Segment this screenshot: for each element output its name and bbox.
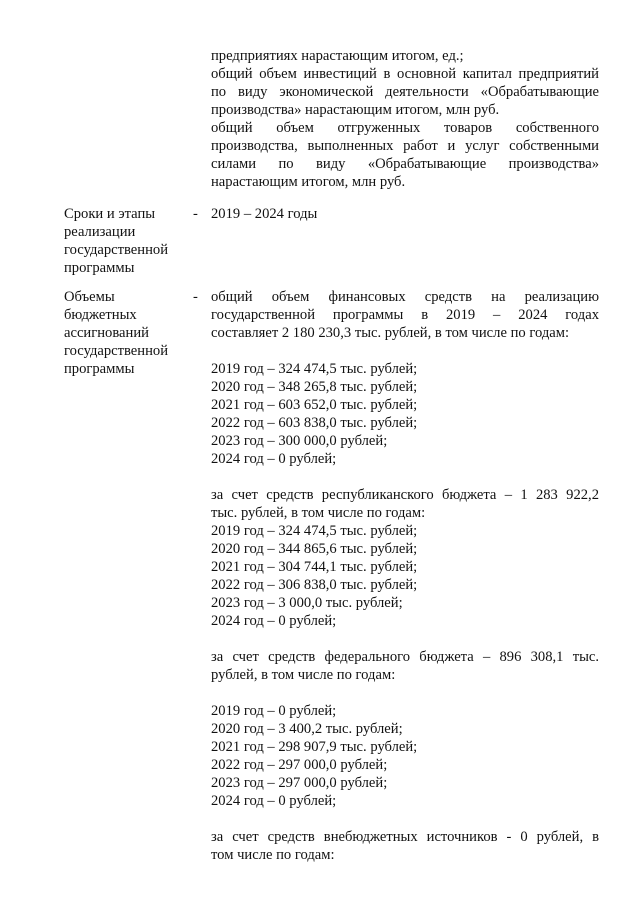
label-line: государственной bbox=[64, 242, 169, 258]
year-line: 2021 год – 298 907,9 тыс. рублей; bbox=[211, 739, 418, 755]
terms-years: 2019 – 2024 годы bbox=[211, 206, 318, 222]
year-line: 2022 год – 603 838,0 тыс. рублей; bbox=[211, 415, 418, 431]
text-line: том числе по годам: bbox=[211, 847, 335, 863]
year-line: 2021 год – 304 744,1 тыс. рублей; bbox=[211, 559, 418, 575]
year-line: 2020 год – 3 400,2 тыс. рублей; bbox=[211, 721, 403, 737]
label-line: программы bbox=[64, 260, 135, 276]
text-line: предприятиях нарастающим итогом, ед.; bbox=[211, 48, 464, 64]
label-line: Объемы bbox=[64, 289, 115, 305]
text-line: тыс. рублей, в том числе по годам: bbox=[211, 505, 426, 521]
year-line: 2023 год – 297 000,0 рублей; bbox=[211, 775, 388, 791]
text-line: производства» нарастающим итогом, млн руб. bbox=[211, 102, 500, 118]
terms-dash: - bbox=[193, 206, 198, 222]
year-line: 2023 год – 3 000,0 тыс. рублей; bbox=[211, 595, 403, 611]
year-line: 2020 год – 348 265,8 тыс. рублей; bbox=[211, 379, 418, 395]
text-line: общий объем отгруженных товаров собственного bbox=[211, 120, 599, 136]
year-line: 2024 год – 0 рублей; bbox=[211, 793, 337, 809]
year-line: 2019 год – 324 474,5 тыс. рублей; bbox=[211, 361, 418, 377]
text-line: общий объем инвестиций в основной капитал предприятий bbox=[211, 66, 599, 82]
text-line: за счет средств федерального бюджета – 896 308,1 тыс. bbox=[211, 649, 599, 665]
year-line: 2019 год – 0 рублей; bbox=[211, 703, 337, 719]
indicators-text bbox=[211, 47, 599, 191]
label-line: программы bbox=[64, 361, 135, 377]
volumes-value bbox=[211, 288, 599, 864]
year-line: 2020 год – 344 865,6 тыс. рублей; bbox=[211, 541, 418, 557]
label-line: реализации bbox=[64, 224, 136, 240]
text-line: государственной программы в 2019 – 2024 годах bbox=[211, 307, 599, 323]
label-line: государственной bbox=[64, 343, 169, 359]
text-line: рублей, в том числе по годам: bbox=[211, 667, 396, 683]
terms-value bbox=[211, 205, 599, 223]
text-line: составляет 2 180 230,3 тыс. рублей, в том числе по годам: bbox=[211, 325, 570, 341]
volumes-dash: - bbox=[193, 289, 198, 305]
label-line: ассигнований bbox=[64, 325, 149, 341]
year-line: 2019 год – 324 474,5 тыс. рублей; bbox=[211, 523, 418, 539]
text-line: за счет средств республиканского бюджета – 1 283 922,2 bbox=[211, 487, 599, 503]
text-line: общий объем финансовых средств на реализацию bbox=[211, 289, 599, 305]
year-line: 2023 год – 300 000,0 рублей; bbox=[211, 433, 388, 449]
year-line: 2022 год – 306 838,0 тыс. рублей; bbox=[211, 577, 418, 593]
label-line: Сроки и этапы bbox=[64, 206, 156, 222]
terms-label bbox=[64, 205, 188, 277]
text-line: за счет средств внебюджетных источников - 0 рублей, в bbox=[211, 829, 599, 845]
label-line: бюджетных bbox=[64, 307, 137, 323]
text-line: по виду экономической деятельности «Обрабатывающие bbox=[211, 84, 599, 100]
text-line: производства, выполненных работ и услуг собственными bbox=[211, 138, 599, 154]
text-line: силами по виду «Обрабатывающие производства» bbox=[211, 156, 599, 172]
volumes-label bbox=[64, 288, 188, 378]
year-line: 2022 год – 297 000,0 рублей; bbox=[211, 757, 388, 773]
year-line: 2024 год – 0 рублей; bbox=[211, 451, 337, 467]
year-line: 2021 год – 603 652,0 тыс. рублей; bbox=[211, 397, 418, 413]
year-line: 2024 год – 0 рублей; bbox=[211, 613, 337, 629]
text-line: нарастающим итогом, млн руб. bbox=[211, 174, 406, 190]
